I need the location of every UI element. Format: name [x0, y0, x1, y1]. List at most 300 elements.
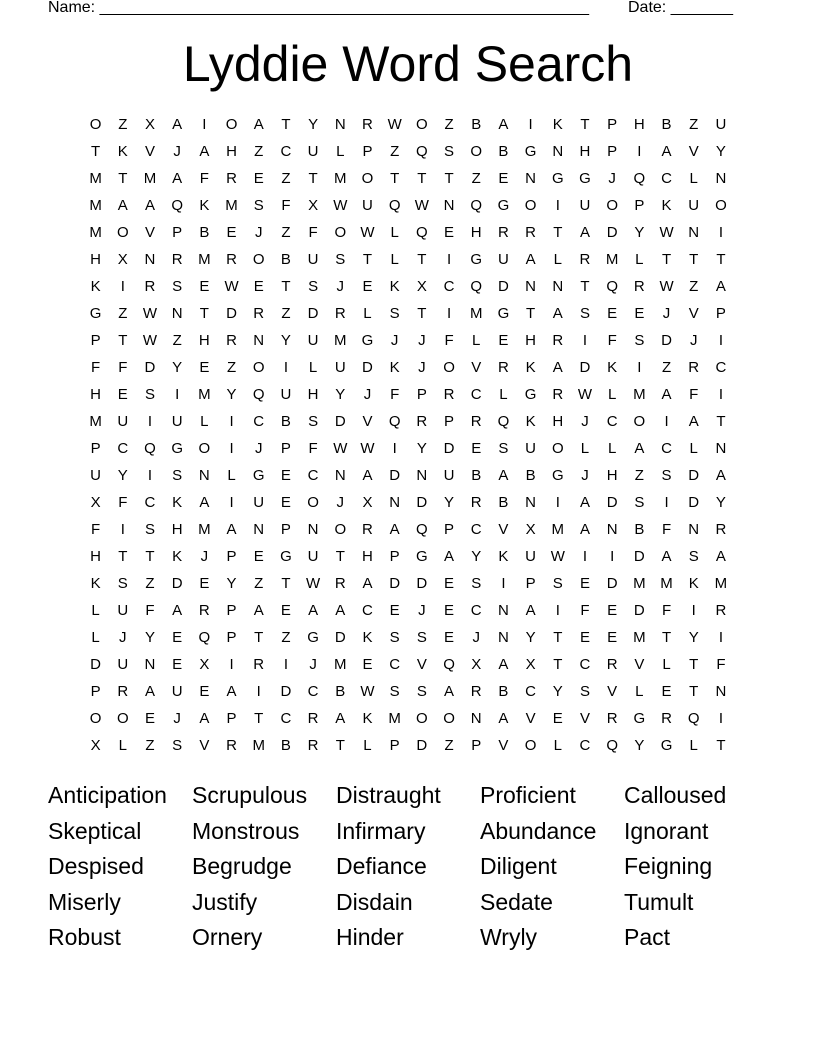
grid-letter: S: [416, 629, 427, 646]
grid-letter: T: [390, 170, 400, 187]
grid-letter: J: [662, 305, 671, 322]
grid-letter: S: [308, 413, 319, 430]
grid-letter: A: [525, 251, 536, 268]
grid-letter: C: [307, 467, 319, 484]
grid-letter: B: [661, 116, 672, 133]
grid-letter: E: [498, 170, 509, 187]
grid-letter: A: [172, 602, 183, 619]
grid-letter: Q: [443, 656, 455, 673]
grid-letter: A: [498, 710, 509, 727]
grid-letter: T: [661, 251, 672, 268]
grid-letter: H: [525, 332, 537, 349]
grid-letter: R: [715, 521, 727, 538]
grid-letter: H: [552, 413, 564, 430]
grid-letter: G: [252, 467, 265, 484]
grid-letter: K: [389, 278, 400, 295]
grid-letter: S: [688, 548, 699, 565]
grid-letter: J: [390, 332, 399, 349]
word-bank-item: Diligent: [480, 853, 557, 879]
word-bank-item: Ornery: [192, 924, 263, 950]
grid-letter: T: [118, 332, 128, 349]
grid-letter: T: [716, 413, 726, 430]
grid-letter: Y: [688, 629, 699, 646]
grid-letter: V: [498, 521, 509, 538]
grid-letter: U: [443, 467, 455, 484]
grid-letter: X: [199, 656, 210, 673]
grid-letter: D: [416, 575, 428, 592]
grid-letter: A: [253, 116, 264, 133]
grid-row: [82, 437, 735, 464]
grid-letter: E: [144, 710, 155, 727]
grid-letter: N: [144, 656, 156, 673]
grid-letter: G: [579, 170, 591, 187]
grid-letter: S: [335, 251, 346, 268]
grid-letter: Q: [633, 170, 646, 187]
grid-letter: A: [444, 548, 455, 565]
grid-letter: I: [582, 332, 588, 349]
grid-row: [82, 410, 735, 437]
word-bank-item: Feigning: [624, 853, 713, 879]
grid-letter: L: [390, 224, 399, 241]
grid-letter: R: [307, 737, 319, 754]
grid-letter: Q: [606, 278, 618, 295]
grid-letter: M: [660, 575, 673, 592]
grid-letter: C: [443, 278, 455, 295]
grid-letter: N: [253, 332, 265, 349]
grid-letter: A: [226, 521, 237, 538]
grid-letter: P: [715, 305, 726, 322]
grid-letter: M: [633, 629, 646, 646]
grid-letter: B: [471, 116, 482, 133]
grid-letter: O: [361, 170, 374, 187]
grid-letter: L: [635, 683, 644, 700]
grid-letter: I: [283, 656, 288, 673]
grid-letter: Y: [444, 494, 455, 511]
grid-letter: L: [91, 602, 100, 619]
grid-letter: P: [226, 602, 237, 619]
grid-letter: L: [363, 305, 372, 322]
grid-letter: F: [444, 332, 454, 349]
word-bank: [48, 778, 768, 956]
grid-letter: R: [144, 278, 156, 295]
grid-letter: R: [226, 737, 237, 754]
word-bank-item: Begrudge: [192, 853, 292, 879]
grid-letter: D: [579, 359, 591, 376]
grid-letter: K: [552, 116, 563, 133]
grid-letter: I: [392, 440, 397, 457]
grid-letter: C: [362, 602, 373, 619]
grid-letter: K: [172, 494, 183, 511]
grid-letter: R: [470, 494, 482, 511]
grid-letter: E: [253, 170, 264, 187]
grid-letter: K: [525, 413, 536, 430]
grid-row: [82, 383, 735, 410]
grid-letter: K: [362, 710, 373, 727]
grid-letter: E: [362, 278, 373, 295]
grid-letter: O: [416, 116, 428, 133]
grid-letter: P: [90, 683, 101, 700]
grid-letter: G: [361, 332, 374, 349]
grid-letter: A: [688, 413, 699, 430]
grid-letter: B: [280, 413, 291, 430]
grid-letter: R: [606, 710, 618, 727]
letter-grid: [82, 113, 735, 761]
grid-letter: T: [580, 116, 590, 133]
grid-letter: U: [715, 116, 727, 133]
grid-letter: B: [335, 683, 346, 700]
grid-letter: O: [443, 359, 455, 376]
grid-letter: G: [551, 467, 564, 484]
grid-letter: T: [91, 143, 101, 160]
grid-letter: A: [634, 440, 645, 457]
grid-letter: Z: [689, 278, 699, 295]
grid-letter: W: [333, 440, 348, 457]
grid-letter: M: [551, 521, 565, 538]
grid-letter: G: [171, 440, 183, 457]
grid-letter: V: [688, 143, 699, 160]
grid-letter: I: [120, 278, 125, 295]
grid-letter: T: [689, 656, 699, 673]
grid-letter: B: [471, 467, 482, 484]
grid-letter: N: [171, 305, 183, 322]
grid-letter: J: [119, 629, 127, 646]
grid-letter: E: [199, 359, 210, 376]
grid-letter: I: [637, 143, 642, 160]
grid-letter: Y: [525, 629, 536, 646]
grid-letter: R: [334, 305, 346, 322]
grid-letter: L: [553, 737, 562, 754]
grid-letter: I: [555, 197, 560, 214]
grid-letter: J: [418, 359, 426, 376]
grid-letter: Y: [172, 359, 183, 376]
grid-row: [82, 545, 735, 572]
grid-letter: A: [525, 602, 536, 619]
grid-letter: A: [362, 575, 373, 592]
grid-letter: P: [226, 629, 237, 646]
grid-letter: D: [606, 575, 618, 592]
grid-letter: L: [662, 656, 671, 673]
grid-letter: K: [607, 359, 618, 376]
grid-letter: G: [660, 737, 673, 754]
grid-letter: F: [199, 170, 209, 187]
grid-letter: R: [307, 710, 319, 727]
grid-letter: I: [229, 413, 234, 430]
grid-letter: T: [580, 278, 590, 295]
grid-letter: G: [89, 305, 102, 322]
grid-letter: U: [280, 386, 292, 403]
grid-letter: I: [446, 251, 452, 268]
grid-letter: K: [90, 278, 101, 295]
grid-letter: G: [551, 170, 564, 187]
word-bank-item: Miserly: [48, 888, 121, 915]
grid-letter: N: [715, 683, 727, 700]
grid-letter: F: [580, 602, 590, 619]
grid-letter: C: [280, 710, 292, 727]
grid-letter: P: [280, 521, 291, 538]
grid-letter: O: [252, 251, 265, 268]
grid-row: [82, 221, 735, 248]
grid-letter: J: [254, 440, 263, 457]
grid-letter: M: [469, 305, 483, 322]
grid-letter: G: [497, 305, 510, 322]
grid-letter: L: [499, 386, 508, 403]
grid-letter: K: [362, 629, 373, 646]
grid-letter: S: [634, 332, 645, 349]
word-bank-item: Tumult: [624, 888, 694, 915]
grid-letter: E: [444, 575, 455, 592]
grid-letter: Q: [416, 521, 428, 538]
grid-letter: Y: [117, 467, 128, 484]
grid-letter: N: [416, 467, 428, 484]
grid-letter: Z: [145, 575, 155, 592]
grid-letter: R: [334, 575, 346, 592]
grid-row: [82, 572, 735, 599]
grid-letter: E: [444, 602, 455, 619]
grid-letter: Y: [226, 575, 237, 592]
grid-letter: L: [689, 440, 698, 457]
grid-letter: Y: [471, 548, 482, 565]
grid-letter: N: [497, 602, 509, 619]
grid-letter: J: [336, 278, 345, 295]
grid-letter: P: [280, 440, 291, 457]
grid-letter: V: [199, 737, 210, 754]
grid-letter: Z: [281, 305, 291, 322]
grid-letter: F: [91, 521, 101, 538]
grid-letter: A: [172, 116, 183, 133]
grid-letter: E: [389, 602, 400, 619]
grid-letter: A: [389, 521, 400, 538]
grid-letter: L: [363, 737, 372, 754]
grid-letter: C: [579, 656, 591, 673]
grid-letter: O: [443, 710, 455, 727]
grid-letter: P: [607, 143, 618, 160]
grid-letter: B: [199, 224, 210, 241]
grid-letter: L: [336, 143, 345, 160]
grid-letter: G: [470, 251, 483, 268]
grid-row: [82, 167, 735, 194]
grid-letter: R: [497, 359, 509, 376]
grid-letter: K: [498, 548, 509, 565]
grid-letter: K: [90, 575, 101, 592]
grid-letter: T: [199, 305, 209, 322]
grid-letter: W: [387, 116, 402, 133]
grid-letter: M: [388, 710, 401, 727]
grid-letter: X: [471, 656, 482, 673]
grid-letter: T: [417, 251, 427, 268]
grid-letter: T: [526, 305, 536, 322]
grid-letter: T: [716, 251, 726, 268]
grid-letter: Q: [470, 197, 483, 214]
grid-letter: E: [607, 305, 618, 322]
grid-letter: A: [253, 602, 264, 619]
grid-letter: H: [362, 548, 373, 565]
grid-letter: J: [363, 386, 372, 403]
grid-letter: Z: [145, 737, 155, 754]
grid-letter: J: [608, 170, 616, 187]
grid-letter: G: [633, 710, 646, 727]
grid-letter: T: [417, 170, 427, 187]
grid-letter: F: [716, 656, 726, 673]
grid-letter: E: [579, 629, 590, 646]
word-bank-item: Defiance: [336, 853, 427, 879]
word-bank-item: Pact: [624, 924, 671, 950]
grid-letter: I: [718, 332, 723, 349]
grid-letter: A: [498, 467, 509, 484]
grid-row: [82, 113, 735, 140]
grid-letter: J: [254, 224, 263, 241]
grid-letter: P: [389, 737, 400, 754]
grid-letter: T: [362, 251, 373, 268]
grid-letter: D: [334, 629, 346, 646]
grid-letter: I: [664, 413, 669, 430]
grid-letter: W: [414, 197, 429, 214]
grid-letter: O: [89, 710, 102, 727]
grid-letter: U: [117, 656, 129, 673]
grid-letter: E: [199, 278, 210, 295]
grid-letter: N: [715, 440, 727, 457]
grid-letter: U: [117, 413, 129, 430]
grid-letter: E: [172, 629, 183, 646]
grid-letter: T: [281, 278, 291, 295]
grid-letter: A: [661, 386, 672, 403]
grid-letter: S: [117, 575, 128, 592]
grid-letter: M: [225, 197, 238, 214]
grid-row: [82, 356, 735, 383]
grid-letter: I: [637, 359, 642, 376]
grid-letter: O: [606, 197, 618, 214]
grid-letter: L: [553, 251, 562, 268]
grid-letter: I: [446, 305, 452, 322]
grid-letter: F: [661, 521, 672, 538]
word-bank-item: Disdain: [336, 888, 413, 915]
grid-letter: K: [688, 575, 699, 592]
grid-letter: S: [172, 278, 183, 295]
grid-letter: L: [689, 170, 698, 187]
grid-letter: L: [200, 413, 209, 430]
grid-letter: I: [555, 602, 560, 619]
grid-letter: Z: [118, 305, 128, 322]
grid-letter: T: [118, 170, 128, 187]
worksheet-header: [48, 0, 748, 19]
grid-letter: N: [334, 116, 346, 133]
grid-letter: E: [117, 386, 128, 403]
grid-letter: U: [579, 197, 591, 214]
grid-letter: B: [525, 467, 536, 484]
grid-letter: W: [306, 575, 321, 592]
grid-letter: Z: [471, 170, 481, 187]
grid-letter: P: [389, 548, 400, 565]
grid-letter: M: [605, 251, 619, 268]
grid-row: [82, 626, 735, 653]
grid-letter: E: [253, 278, 264, 295]
grid-letter: C: [661, 440, 672, 457]
grid-letter: F: [607, 332, 617, 349]
grid-letter: N: [525, 494, 537, 511]
grid-letter: E: [607, 629, 618, 646]
grid-letter: C: [525, 683, 537, 700]
grid-letter: Q: [416, 224, 428, 241]
grid-letter: F: [661, 602, 672, 619]
word-bank-item: Skeptical: [48, 817, 142, 844]
grid-letter: W: [224, 278, 239, 295]
grid-letter: E: [579, 575, 590, 592]
grid-letter: H: [198, 332, 210, 349]
grid-letter: V: [688, 305, 699, 322]
grid-letter: A: [715, 548, 726, 565]
grid-letter: M: [633, 386, 646, 403]
grid-letter: I: [610, 548, 615, 565]
grid-letter: T: [118, 548, 128, 565]
grid-letter: S: [661, 467, 672, 484]
grid-letter: N: [715, 170, 727, 187]
grid-row: [82, 680, 735, 707]
grid-letter: I: [718, 710, 723, 727]
grid-letter: V: [579, 710, 590, 727]
grid-letter: C: [307, 683, 319, 700]
grid-letter: S: [308, 278, 319, 295]
grid-letter: N: [552, 278, 564, 295]
grid-letter: D: [389, 467, 401, 484]
grid-letter: H: [90, 548, 102, 565]
grid-letter: M: [252, 737, 265, 754]
grid-letter: A: [144, 683, 155, 700]
grid-letter: T: [281, 575, 291, 592]
grid-letter: A: [117, 197, 128, 214]
word-bank-item: Abundance: [480, 817, 597, 844]
grid-letter: L: [118, 737, 127, 754]
grid-letter: S: [416, 683, 427, 700]
grid-letter: D: [443, 440, 455, 457]
grid-letter: T: [254, 710, 264, 727]
grid-letter: A: [579, 521, 590, 538]
grid-letter: R: [117, 683, 129, 700]
grid-letter: X: [525, 521, 536, 538]
grid-letter: R: [362, 521, 373, 538]
grid-letter: U: [171, 683, 183, 700]
grid-letter: B: [498, 143, 509, 160]
grid-letter: U: [253, 494, 265, 511]
grid-letter: K: [172, 548, 183, 565]
grid-letter: Y: [226, 386, 237, 403]
grid-letter: M: [89, 170, 102, 187]
grid-letter: E: [634, 305, 645, 322]
grid-letter: N: [606, 521, 618, 538]
grid-letter: V: [362, 413, 373, 430]
word-bank-item: Calloused: [624, 782, 727, 808]
grid-letter: A: [199, 494, 210, 511]
grid-letter: S: [634, 494, 645, 511]
grid-letter: V: [144, 224, 155, 241]
page-title: Lyddie Word Search: [182, 36, 634, 92]
grid-letter: J: [309, 656, 317, 673]
word-bank-item: Robust: [48, 924, 121, 950]
grid-letter: I: [582, 548, 588, 565]
grid-letter: A: [579, 224, 590, 241]
grid-letter: Q: [416, 143, 428, 160]
grid-letter: S: [552, 575, 563, 592]
grid-letter: T: [553, 656, 563, 673]
grid-letter: O: [225, 116, 238, 133]
grid-letter: G: [416, 548, 428, 565]
grid-letter: Z: [444, 737, 454, 754]
grid-letter: Z: [254, 143, 264, 160]
grid-letter: X: [90, 737, 101, 754]
grid-row: [82, 194, 735, 221]
grid-letter: M: [633, 575, 646, 592]
grid-letter: X: [362, 494, 373, 511]
grid-letter: T: [553, 629, 563, 646]
grid-letter: L: [308, 359, 318, 376]
